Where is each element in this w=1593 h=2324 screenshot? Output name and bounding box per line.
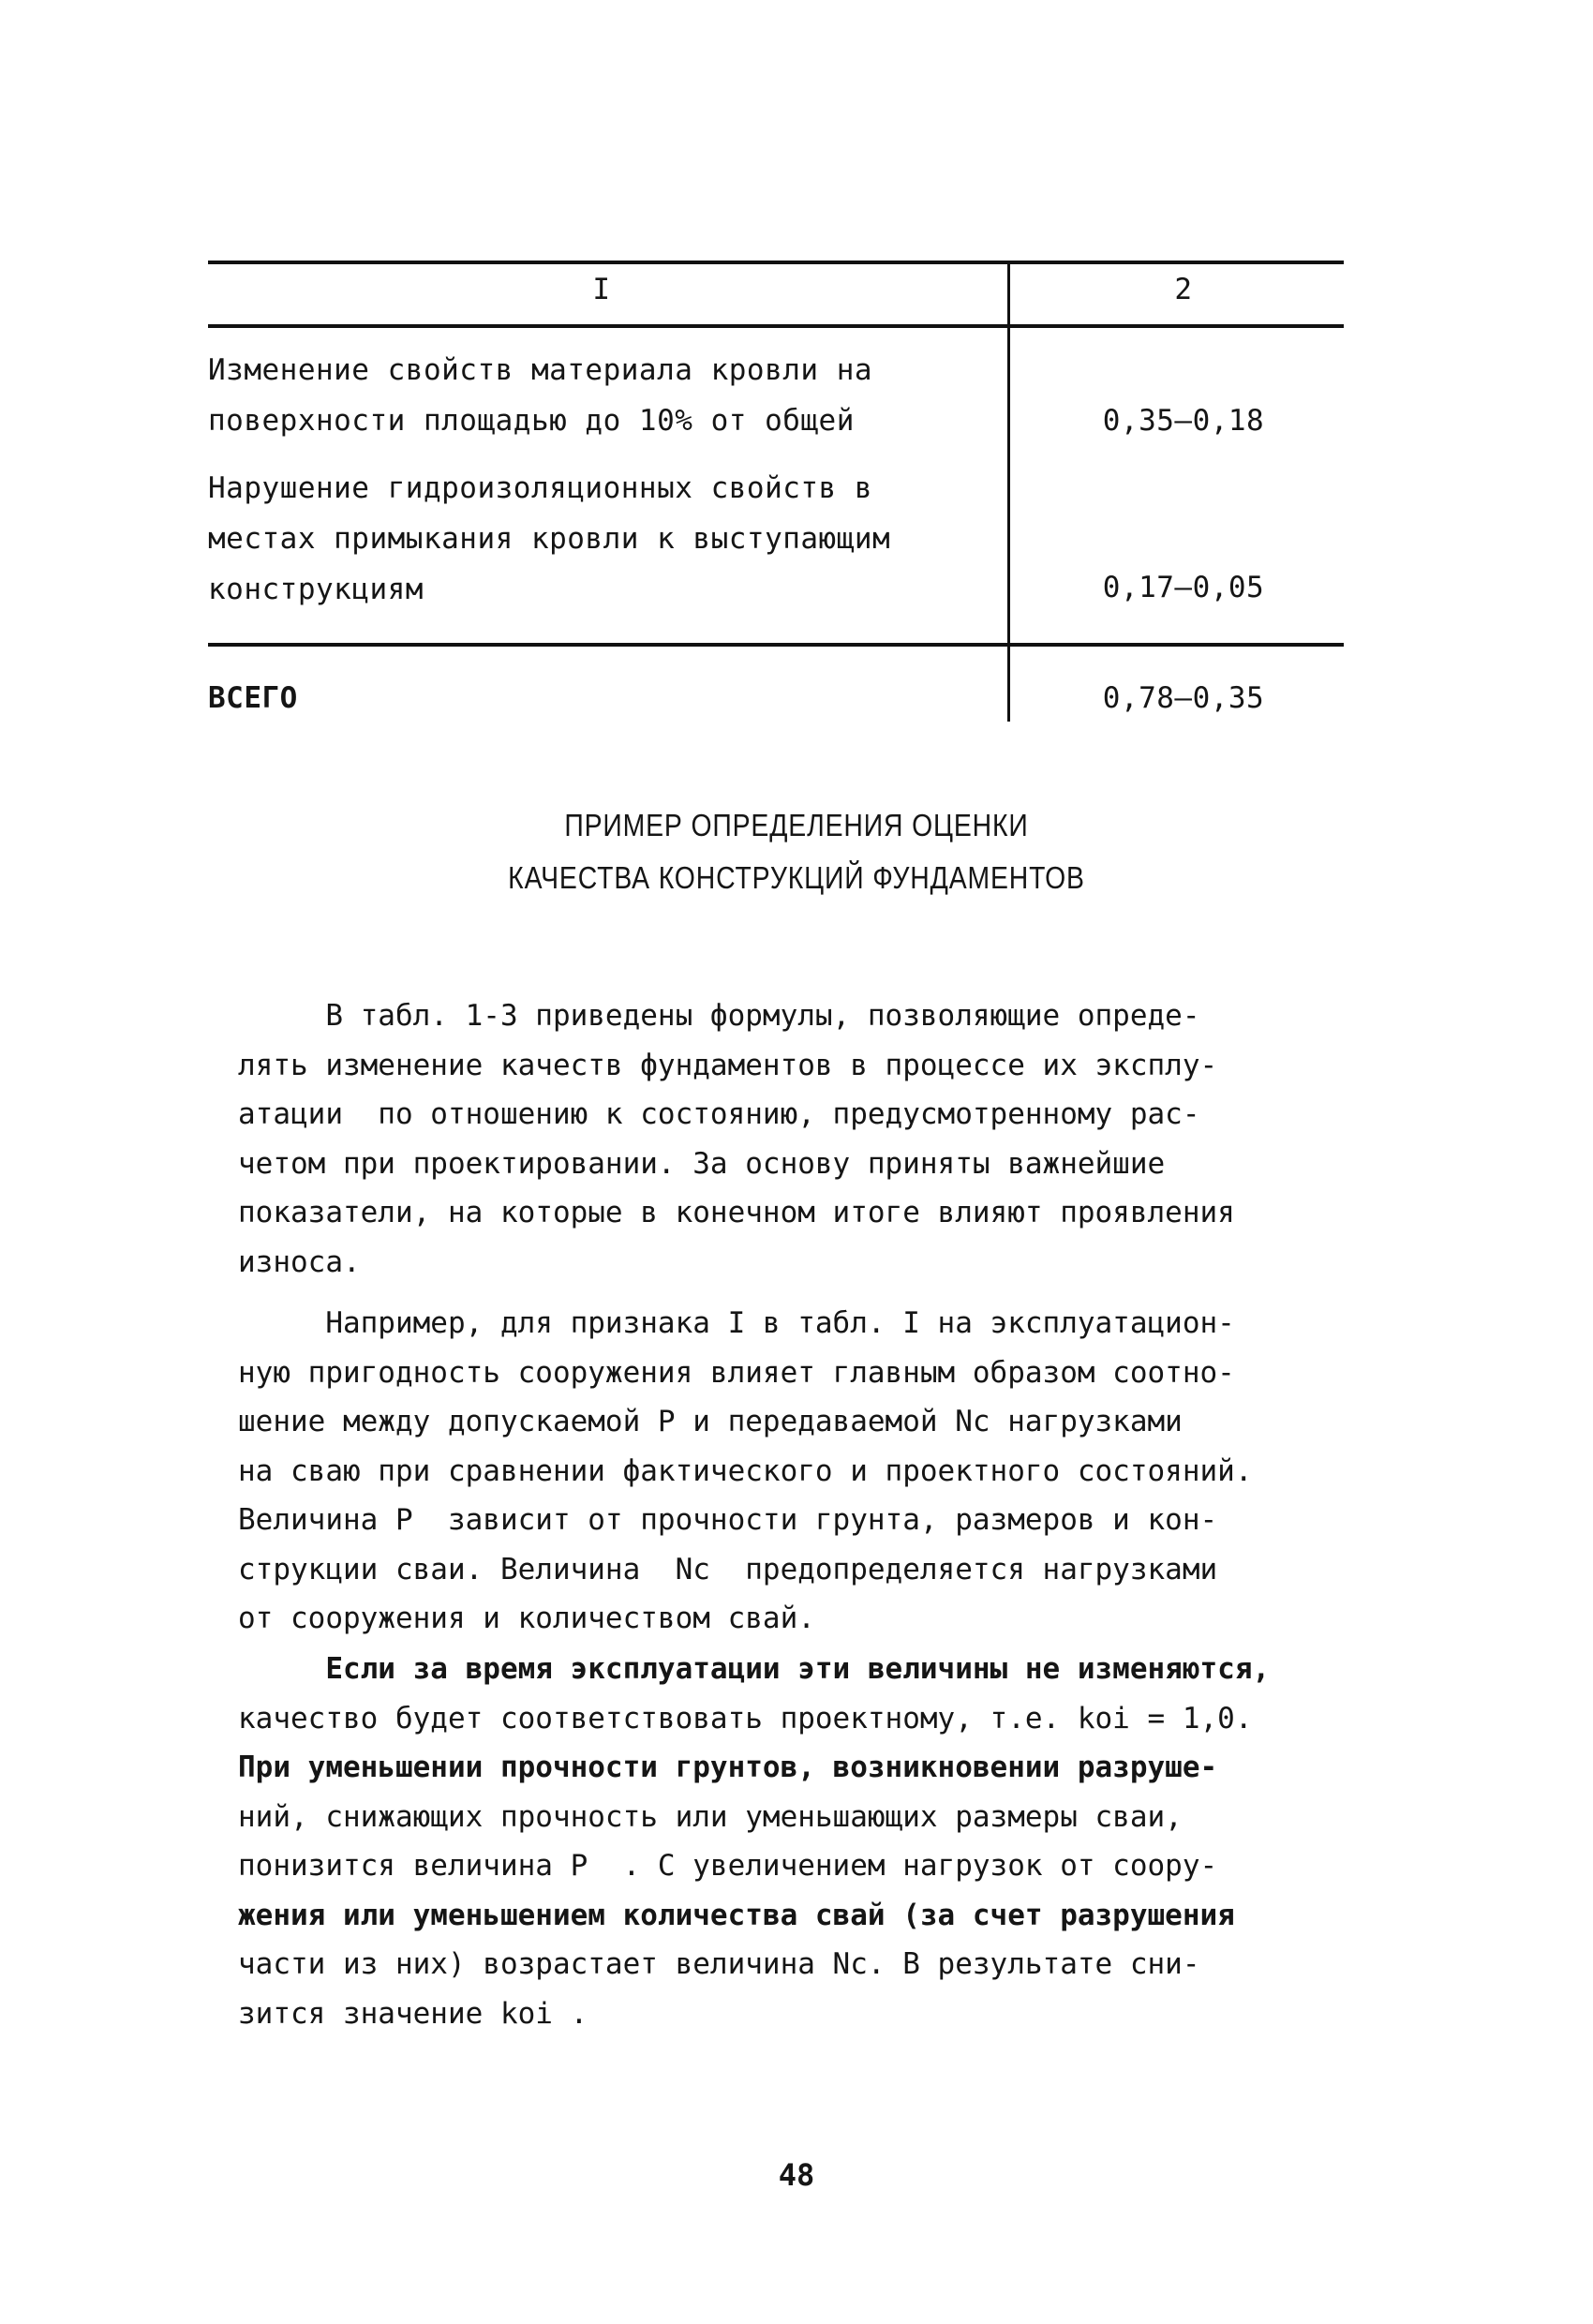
paragraph-3-line-7: части из них) возрастает величина Nc. В результате сни- — [238, 1947, 1200, 1981]
table-row-1-line-2: поверхности площадью до 10% от общей — [208, 404, 855, 438]
paragraph-1-line-4: четом при проектировании. За основу приняты важнейшие — [238, 1146, 1166, 1181]
table-row-1-value: 0,35–0,18 — [1102, 404, 1265, 438]
paragraph-2-line-3: шение между допускаемой P и передаваемой Nc нагрузками — [238, 1405, 1183, 1438]
table-total-label: ВСЕГО — [208, 681, 298, 715]
table-row-2-line-3: конструкциям — [208, 573, 424, 606]
paragraph-1-line-3: атации по отношению к состоянию, предусмотренному рас- — [238, 1097, 1200, 1131]
table-row-1-line-1: Изменение свойств материала кровли на — [208, 353, 873, 387]
paragraph-3-line-3: При уменьшении прочности грунтов, возникновении разруше- — [238, 1750, 1218, 1784]
table-row-2-line-2: местах примыкания кровли к выступающим — [208, 522, 891, 556]
paragraph-3-line-4: ний, снижающих прочность или уменьшающих размеры сваи, — [238, 1799, 1183, 1834]
paragraph-1-line-1: В табл. 1-3 приведены формулы, позволяющие опреде- — [238, 999, 1200, 1033]
page-number: 48 — [778, 2157, 815, 2193]
table-column-divider — [1007, 261, 1010, 722]
paragraph-3-line-8: зится значение koi . — [238, 1996, 588, 2031]
paragraph-3-line-1: Если за время эксплуатации эти величины не изменяются, — [238, 1652, 1271, 1686]
paragraph-2-line-7: от сооружения и количеством свай. — [238, 1601, 815, 1635]
paragraph-3-line-5: понизится величина P . С увеличением нагрузок от соору- — [238, 1849, 1218, 1883]
table-row-2-line-1: Нарушение гидроизоляционных свойств в — [208, 471, 873, 505]
table-header-col2: 2 — [1174, 273, 1193, 306]
section-heading-line-2: КАЧЕСТВА КОНСТРУКЦИЙ ФУНДАМЕНТОВ — [508, 860, 1085, 895]
section-heading-line-1: ПРИМЕР ОПРЕДЕЛЕНИЯ ОЦЕНКИ — [564, 808, 1029, 842]
table-row-2-text — [208, 463, 995, 615]
table-row-1-text — [208, 345, 995, 446]
paragraph-2-line-6: струкции сваи. Величина Nc предопределяется нагрузками — [238, 1552, 1218, 1587]
paragraph-3-line-6: жения или уменьшением количества свай (за счет разрушения — [238, 1898, 1235, 1932]
paragraph-2-line-4: на сваю при сравнении фактического и проектного состояний. — [238, 1453, 1253, 1488]
paragraph-1-line-5: показатели, на которые в конечном итоге влияют проявления — [238, 1196, 1235, 1229]
table-total-rule — [208, 643, 1344, 647]
table-row-2-value: 0,17–0,05 — [1102, 571, 1265, 604]
paragraph-2-line-2: ную пригодность сооружения влияет главным образом соотно- — [238, 1355, 1235, 1390]
paragraph-2-line-1: Например, для признака I в табл. I на эксплуатацион- — [238, 1306, 1235, 1340]
table-header-col1: I — [592, 273, 611, 306]
table-total-value: 0,78–0,35 — [1102, 681, 1265, 715]
paragraph-1-line-2: лять изменение качеств фундаментов в процессе их эксплу- — [238, 1048, 1218, 1082]
table-header-rule — [208, 324, 1344, 328]
paragraph-3-line-2: качество будет соответствовать проектному, т.е. koi = 1,0. — [238, 1701, 1253, 1736]
paragraph-1-line-6: износа. — [238, 1244, 361, 1279]
paragraph-2-line-5: Величина P зависит от прочности грунта, размеров и кон- — [238, 1503, 1218, 1537]
